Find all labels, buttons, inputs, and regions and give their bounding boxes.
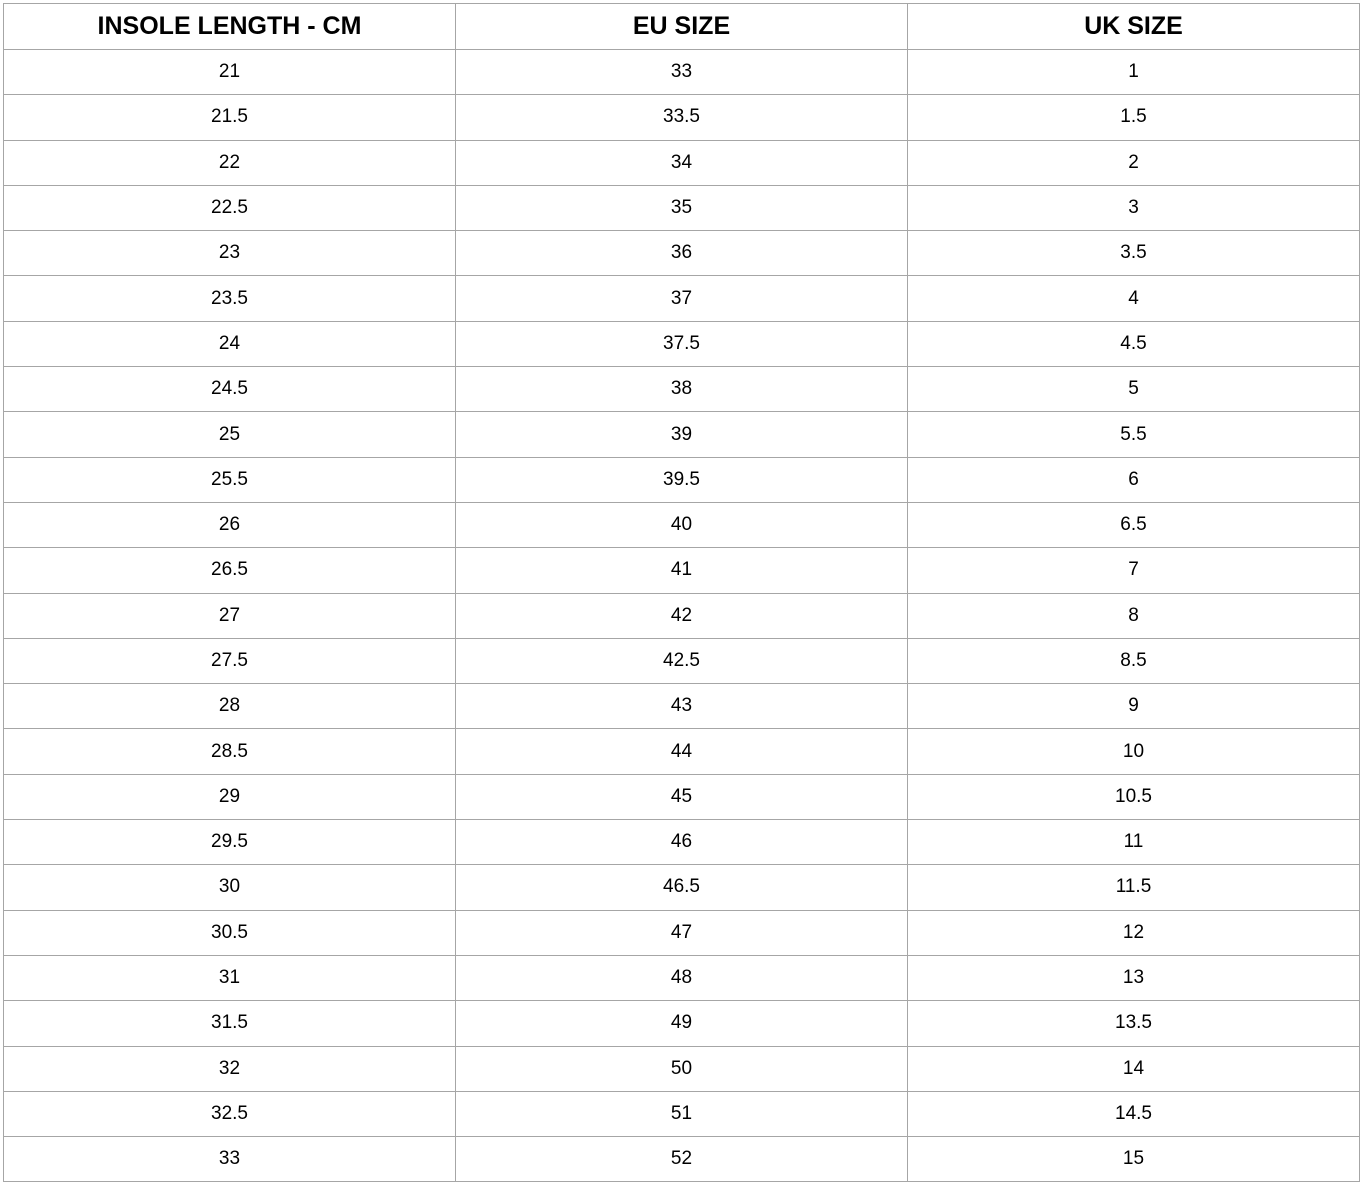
- insole-length-cell: 30.5: [4, 910, 456, 955]
- table-row: [4, 185, 1360, 230]
- insole-length-cell: 22.5: [4, 185, 456, 230]
- insole-length-cell: 27: [4, 593, 456, 638]
- insole-length-cell: 21: [4, 50, 456, 95]
- eu-size-cell: 46.5: [456, 865, 908, 910]
- insole-length-cell: 22: [4, 140, 456, 185]
- table-row: [4, 865, 1360, 910]
- eu-size-cell: 49: [456, 1001, 908, 1046]
- eu-size-cell: 33.5: [456, 95, 908, 140]
- table-row: [4, 140, 1360, 185]
- table-row: [4, 367, 1360, 412]
- header-row: [4, 4, 1360, 50]
- table-row: [4, 548, 1360, 593]
- eu-size-cell: 38: [456, 367, 908, 412]
- uk-size-cell: 12: [908, 910, 1360, 955]
- eu-size-cell: 45: [456, 774, 908, 819]
- table-row: [4, 50, 1360, 95]
- eu-size-cell: 35: [456, 185, 908, 230]
- eu-size-cell: 33: [456, 50, 908, 95]
- size-conversion-table: [3, 3, 1360, 1182]
- insole-length-cell: 28.5: [4, 729, 456, 774]
- eu-size-cell: 39: [456, 412, 908, 457]
- insole-length-cell: 23: [4, 231, 456, 276]
- uk-size-cell: 10: [908, 729, 1360, 774]
- uk-size-cell: 8.5: [908, 638, 1360, 683]
- uk-size-cell: 14.5: [908, 1091, 1360, 1136]
- table-row: [4, 276, 1360, 321]
- eu-size-cell: 50: [456, 1046, 908, 1091]
- eu-size-cell: 39.5: [456, 457, 908, 502]
- table-row: [4, 321, 1360, 366]
- table-row: [4, 231, 1360, 276]
- eu-size-cell: 51: [456, 1091, 908, 1136]
- table-row: [4, 774, 1360, 819]
- header-uk-size: UK SIZE: [908, 4, 1360, 50]
- eu-size-cell: 36: [456, 231, 908, 276]
- uk-size-cell: 11: [908, 820, 1360, 865]
- uk-size-cell: 5: [908, 367, 1360, 412]
- insole-length-cell: 26: [4, 502, 456, 547]
- table-row: [4, 412, 1360, 457]
- uk-size-cell: 4.5: [908, 321, 1360, 366]
- insole-length-cell: 21.5: [4, 95, 456, 140]
- table-row: [4, 910, 1360, 955]
- table-row: [4, 95, 1360, 140]
- table-row: [4, 638, 1360, 683]
- uk-size-cell: 1.5: [908, 95, 1360, 140]
- insole-length-cell: 29: [4, 774, 456, 819]
- insole-length-cell: 24.5: [4, 367, 456, 412]
- insole-length-cell: 33: [4, 1137, 456, 1182]
- uk-size-cell: 15: [908, 1137, 1360, 1182]
- uk-size-cell: 7: [908, 548, 1360, 593]
- table-row: [4, 684, 1360, 729]
- insole-length-cell: 26.5: [4, 548, 456, 593]
- uk-size-cell: 10.5: [908, 774, 1360, 819]
- insole-length-cell: 27.5: [4, 638, 456, 683]
- table-row: [4, 502, 1360, 547]
- table-row: [4, 1137, 1360, 1182]
- table-row: [4, 457, 1360, 502]
- eu-size-cell: 41: [456, 548, 908, 593]
- uk-size-cell: 11.5: [908, 865, 1360, 910]
- eu-size-cell: 42.5: [456, 638, 908, 683]
- eu-size-cell: 47: [456, 910, 908, 955]
- table-row: [4, 593, 1360, 638]
- insole-length-cell: 32.5: [4, 1091, 456, 1136]
- table-row: [4, 1046, 1360, 1091]
- table-row: [4, 1091, 1360, 1136]
- eu-size-cell: 46: [456, 820, 908, 865]
- insole-length-cell: 30: [4, 865, 456, 910]
- table-header: [4, 4, 1360, 50]
- insole-length-cell: 24: [4, 321, 456, 366]
- table-row: [4, 955, 1360, 1000]
- uk-size-cell: 2: [908, 140, 1360, 185]
- header-eu-size: EU SIZE: [456, 4, 908, 50]
- header-insole-length: INSOLE LENGTH - CM: [4, 4, 456, 50]
- eu-size-cell: 43: [456, 684, 908, 729]
- table-row: [4, 1001, 1360, 1046]
- uk-size-cell: 5.5: [908, 412, 1360, 457]
- table-body: [4, 50, 1360, 1182]
- eu-size-cell: 40: [456, 502, 908, 547]
- insole-length-cell: 31: [4, 955, 456, 1000]
- eu-size-cell: 37: [456, 276, 908, 321]
- uk-size-cell: 3.5: [908, 231, 1360, 276]
- uk-size-cell: 13: [908, 955, 1360, 1000]
- insole-length-cell: 29.5: [4, 820, 456, 865]
- uk-size-cell: 13.5: [908, 1001, 1360, 1046]
- uk-size-cell: 1: [908, 50, 1360, 95]
- table-row: [4, 729, 1360, 774]
- table-row: [4, 820, 1360, 865]
- insole-length-cell: 23.5: [4, 276, 456, 321]
- insole-length-cell: 31.5: [4, 1001, 456, 1046]
- eu-size-cell: 42: [456, 593, 908, 638]
- eu-size-cell: 52: [456, 1137, 908, 1182]
- eu-size-cell: 48: [456, 955, 908, 1000]
- insole-length-cell: 32: [4, 1046, 456, 1091]
- uk-size-cell: 6.5: [908, 502, 1360, 547]
- insole-length-cell: 25.5: [4, 457, 456, 502]
- eu-size-cell: 37.5: [456, 321, 908, 366]
- uk-size-cell: 9: [908, 684, 1360, 729]
- uk-size-cell: 4: [908, 276, 1360, 321]
- insole-length-cell: 28: [4, 684, 456, 729]
- eu-size-cell: 34: [456, 140, 908, 185]
- uk-size-cell: 8: [908, 593, 1360, 638]
- uk-size-cell: 3: [908, 185, 1360, 230]
- insole-length-cell: 25: [4, 412, 456, 457]
- uk-size-cell: 6: [908, 457, 1360, 502]
- eu-size-cell: 44: [456, 729, 908, 774]
- uk-size-cell: 14: [908, 1046, 1360, 1091]
